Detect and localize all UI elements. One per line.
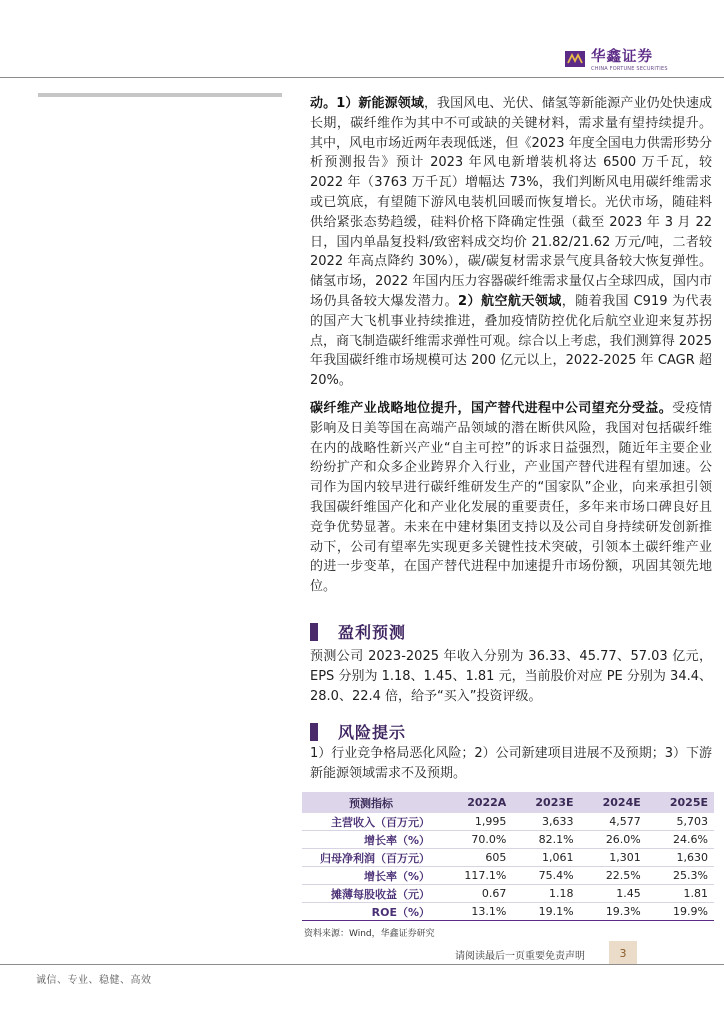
row-label: 摊薄每股收益（元） [302,885,440,903]
table-cell: 5,703 [647,813,714,831]
table-row [302,831,714,849]
lead-aerospace: 2）航空航天领域 [458,293,562,309]
row-label: ROE（%） [302,903,440,921]
table-cell: 19.1% [512,903,579,921]
table-header-row [302,792,714,813]
section-title-forecast: 盈利预测 [338,623,407,642]
table-cell: 3,633 [512,813,579,831]
table-cell: 0.67 [440,885,512,903]
disclaimer-note: 请阅读最后一页重要免责声明 [455,951,585,962]
table-cell: 22.5% [580,867,647,885]
forecast-text-block [310,647,712,706]
table-cell: 13.1% [440,903,512,921]
table-header-cell: 2023E [512,792,579,813]
table-cell: 605 [440,849,512,867]
table-header-cell: 预测指标 [302,792,440,813]
row-label: 归母净利润（百万元） [302,849,440,867]
table-cell: 25.3% [647,867,714,885]
table-cell: 1,995 [440,813,512,831]
table-cell: 1.18 [512,885,579,903]
row-label: 增长率（%） [302,831,440,849]
table-row [302,867,714,885]
table-cell: 70.0% [440,831,512,849]
table-header-cell: 2022A [440,792,512,813]
header-divider [0,77,724,78]
brand-logo [565,49,668,72]
paragraph-market-outlook: 动。1）新能源领域，我国风电、光伏、储氢等新能源产业仍处快速成长期，碳纤维作为其中不可或缺的关键材料，需求量有望持续提升。其中，风电市场近两年表现低迷，但《2023 年度全国电力供需形势分析预测报告》预计 2023 年风电新增装机将达 6500 万千瓦，较 2022 年（3763 万千瓦）增幅达 73%，我们判断风电用碳纤维需求或已筑底，有望随下游风电装机回暖而恢复增长。光伏市场，随硅料供给紧张态势趋缓，硅料价格下降确定性强（截至 2023 年 3 月 22 日，国内单晶复投料/致密料成交均价 21.82/21.62 万元/吨，二者较 2022 年高点降约 30%），碳/碳复材需求景气度具备较大恢复弹性。储氢市场，2022 年国内压力容器碳纤维需求量仅占全球四成，国内市场仍具备较大爆发潜力。2）航空航天领域，随着我国 C919 为代表的国产大飞机事业持续推进，叠加疫情防控优化后航空业迎来复苏拐点，商飞制造碳纤维需求弹性可观。综合以上考虑，我们测算得 2025 年我国碳纤维市场规模可达 200 亿元以上，2022-2025 年 CAGR 超 20%。 [310,96,712,389]
section-marker [310,623,318,641]
logo-mark-icon [565,51,585,67]
table-cell: 117.1% [440,867,512,885]
table-cell: 26.0% [580,831,647,849]
table-header-cell: 2025E [647,792,714,813]
sidebar-divider [38,93,282,97]
table-row [302,849,714,867]
forecast-table [302,792,714,921]
table-cell: 75.4% [512,867,579,885]
table-cell: 19.9% [647,903,714,921]
lead-strategic: 碳纤维产业战略地位提升，国产替代进程中公司望充分受益。 [310,400,673,416]
section-header-risk [310,720,406,743]
table-cell: 1,061 [512,849,579,867]
table-cell: 1.45 [580,885,647,903]
table-cell: 82.1% [512,831,579,849]
table-cell: 24.6% [647,831,714,849]
footer-divider [0,964,724,965]
table-row [302,903,714,921]
logo-name: 华鑫证券 [591,49,653,65]
table-row [302,885,714,903]
table-cell: 1.81 [647,885,714,903]
row-label: 主营收入（百万元） [302,813,440,831]
section-header-forecast [310,620,406,643]
risk-text-block [310,744,712,784]
logo-english-name: CHINA FORTUNE SECURITIES [591,66,668,72]
table-row [302,813,714,831]
table-cell: 1,301 [580,849,647,867]
table-source: 资料来源：Wind，华鑫证券研究 [304,929,435,939]
report-body [310,94,712,597]
table-header-cell: 2024E [580,792,647,813]
lead-new-energy: 动。1）新能源领域 [310,96,424,111]
risk-text: 1）行业竞争格局恶化风险；2）公司新建项目进展不及预期；3）下游新能源领域需求不及预期。 [310,746,712,781]
section-marker [310,723,318,741]
section-title-risk: 风险提示 [338,723,407,742]
footer-slogan: 诚信、专业、稳健、高效 [36,975,152,986]
forecast-text: 预测公司 2023-2025 年收入分别为 36.33、45.77、57.03 亿元，EPS 分别为 1.18、1.45、1.81 元，当前股价对应 PE 分别为 34.4、28.0、22.4 倍，给予“买入”投资评级。 [310,649,712,704]
row-label: 增长率（%） [302,867,440,885]
table-cell: 19.3% [580,903,647,921]
table-cell: 1,630 [647,849,714,867]
paragraph-strategic-position: 碳纤维产业战略地位提升，国产替代进程中公司望充分受益。受疫情影响及日美等国在高端产品领域的潜在断供风险，我国对包括碳纤维在内的战略性新兴产业“自主可控”的诉求日益强烈，随近年主要企业纷纷扩产和众多企业跨界介入行业，产业国产替代进程有望加速。公司作为国内较早进行碳纤维研发生产的“国家队”企业，向来承担引领我国碳纤维国产化和产业化发展的重要责任，多年来市场口碑良好且竞争优势显著。未来在中建材集团支持以及公司自身持续研发创新推动下，公司有望率先实现更多关键性技术突破，引领本土碳纤维产业的进一步变革，在国产替代进程中加速提升市场份额，巩固其领先地位。 [310,400,712,595]
table-cell: 4,577 [580,813,647,831]
page-number: 3 [609,941,637,965]
